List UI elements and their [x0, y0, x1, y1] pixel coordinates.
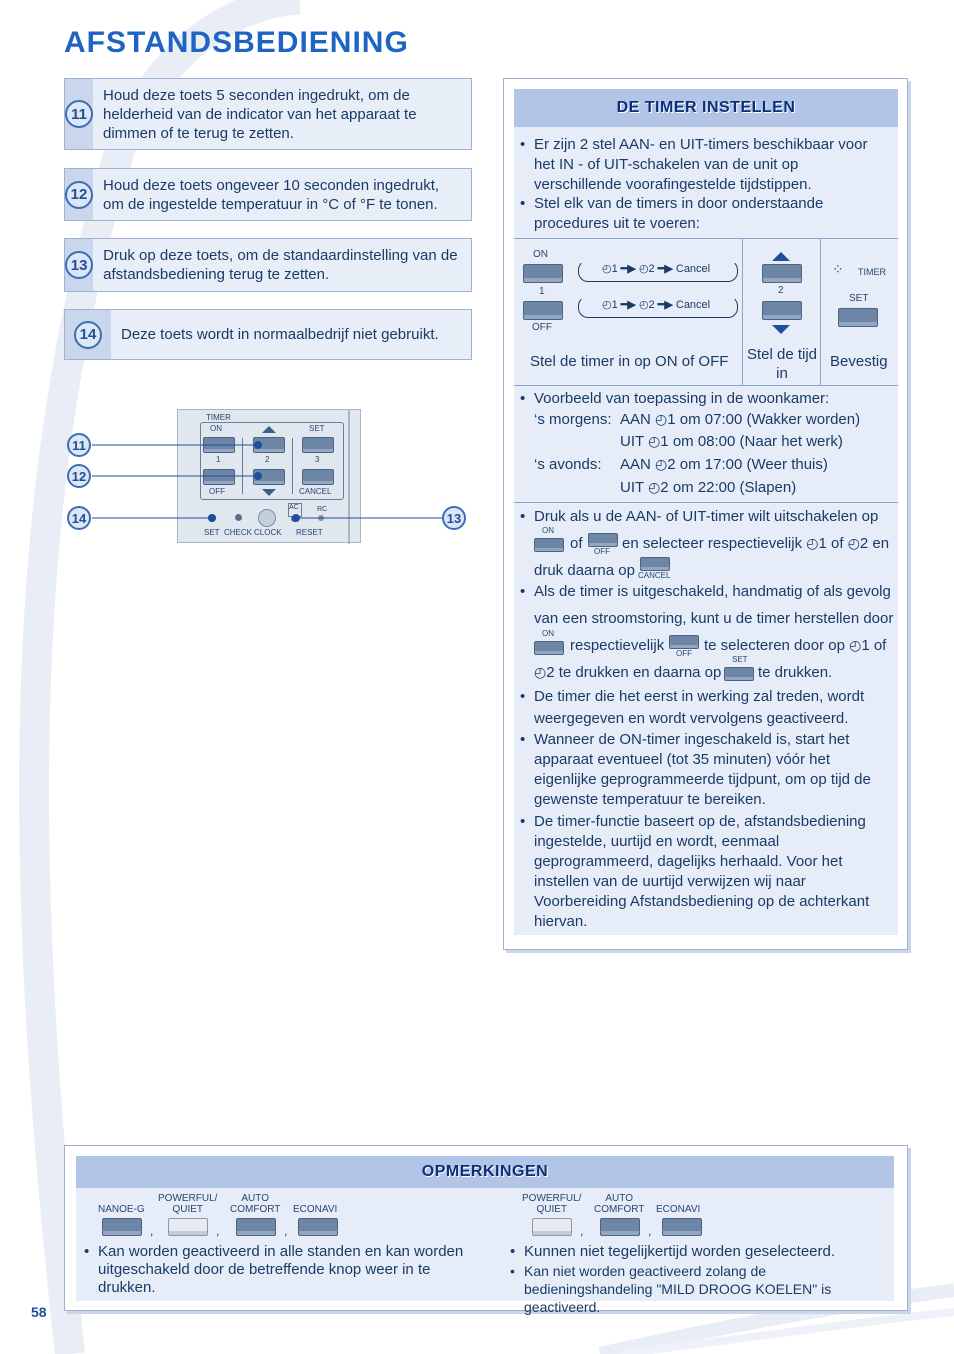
rc-pinhole-button[interactable]	[318, 515, 324, 521]
callout-11: 11	[67, 433, 91, 457]
page-number: 58	[31, 1304, 47, 1320]
arrow-up-icon	[772, 252, 790, 261]
restore-note-line5: ◴2 te drukken en daarna op	[534, 664, 722, 681]
clock-icon: ◴	[849, 637, 862, 653]
clock-icon: ◴	[648, 479, 661, 495]
page-title: AFSTANDSBEDIENING	[64, 26, 409, 59]
step-flow-off: ◴1 ━▶ ◴2 ━▶ Cancel	[602, 299, 711, 311]
notes-right-text-2: • Kan niet worden geactiveerd zolang de bedieningshandeling "MILD DROOG KOELEN" is geactiveerd.	[510, 1263, 832, 1315]
item-number-badge: 12	[65, 181, 93, 209]
cancel-note-line2: en selecteer respectievelijk ◴1 of ◴2 en	[622, 535, 890, 552]
timer-indicator-icon: ⁘	[832, 261, 844, 277]
restore-note-line3: respectievelijk	[570, 637, 665, 654]
remote-off-label: OFF	[209, 487, 225, 496]
step-off-button[interactable]	[523, 301, 563, 320]
remote-illustration	[177, 409, 361, 543]
notes-left-text: • Kan worden geactiveerd in alle standen en kan worden uitgeschakeld door de betreffende knop weer in te drukken.	[84, 1243, 464, 1296]
example-evening-off: UIT ◴2 om 22:00 (Slapen)	[620, 479, 797, 496]
clock-icon: ◴	[602, 299, 612, 311]
cancel-note-on-label: ON	[542, 526, 554, 535]
step-one-label: 1	[539, 286, 545, 297]
restore-note-set-label: SET	[732, 655, 748, 664]
item-14	[64, 309, 472, 360]
time-up-button[interactable]	[253, 437, 285, 453]
remote-ac-label: AC	[289, 504, 299, 511]
set-pinhole-button[interactable]	[208, 514, 216, 522]
callout-12: 12	[67, 464, 91, 488]
item-text: Houd deze toets ongeveer 10 seconden ingedrukt, om de ingestelde temperatuur in °C of °F te tonen.	[103, 176, 440, 213]
nanoe-g-label: NANOE-G	[98, 1204, 145, 1215]
step-down-button[interactable]	[762, 301, 802, 320]
example-evening-on: AAN ◴2 om 17:00 (Weer thuis)	[620, 456, 828, 473]
arrow-down-icon	[772, 325, 790, 334]
function-note: • De timer-functie baseert op de, afstandsbediening ingestelde, uurtijd en wordt, eenmaal geprogrammeerd, dagelijks herhaald. Voor het instellen van de uurtijd verwijzen wij naar Voorbereiding Afstandsbediening op de achterkant hiervan.	[520, 813, 870, 930]
check-pinhole-button[interactable]	[235, 514, 242, 521]
remote-timer-label: TIMER	[206, 413, 231, 422]
cancel-note-cancel-button[interactable]	[640, 557, 670, 571]
cancel-note-on-button[interactable]	[534, 538, 564, 552]
restore-note-on-label: ON	[542, 629, 554, 638]
econavi-button[interactable]	[298, 1218, 338, 1236]
notes-panel	[64, 1145, 908, 1315]
remote-set-small-label: SET	[204, 528, 220, 537]
example-morning-off: UIT ◴1 om 08:00 (Naar het werk)	[620, 433, 843, 450]
auto-comfort-label: AUTO COMFORT	[230, 1193, 281, 1215]
timer-intro-1: • Er zijn 2 stel AAN- en UIT-timers beschikbaar voor het IN - of UIT-schakelen van de unit op verschillende voorafingestelde tijdstippen.	[520, 136, 868, 193]
cancel-note-off-label: OFF	[594, 547, 610, 556]
remote-2-label: 2	[265, 455, 270, 464]
example-evening: ‘s avonds:	[534, 456, 602, 473]
econavi-label: ECONAVI	[656, 1204, 701, 1215]
clock-icon: ◴	[806, 535, 819, 551]
example-morning: ‘s morgens:	[534, 411, 612, 428]
clock-icon: ◴	[534, 664, 547, 680]
notes-heading: OPMERKINGEN	[76, 1156, 894, 1188]
step-caption-3: Bevestig	[830, 353, 888, 370]
step-two-label: 2	[778, 285, 784, 296]
callout-14: 14	[67, 506, 91, 530]
restore-note-on-button[interactable]	[534, 641, 564, 655]
clock-button[interactable]	[258, 509, 276, 527]
step-set-label: SET	[849, 293, 869, 304]
item-text: Deze toets wordt in normaalbedrijf niet gebruikt.	[121, 326, 439, 343]
remote-reset-label: RESET	[296, 528, 323, 537]
timer-steps-table	[514, 238, 898, 386]
powerful-quiet-label: POWERFUL/ QUIET	[522, 1193, 582, 1215]
restore-note-set-button[interactable]	[724, 667, 754, 681]
notes-right-text-1: • Kunnen niet tegelijkertijd worden geselecteerd.	[510, 1243, 836, 1260]
clock-icon: ◴	[602, 263, 612, 275]
comma: ,	[150, 1224, 154, 1238]
step-caption-1: Stel de timer in op ON of OFF	[530, 353, 729, 370]
step-off-label: OFF	[532, 322, 552, 333]
clock-icon: ◴	[655, 456, 668, 472]
comma: ,	[284, 1224, 288, 1238]
callout-13: 13	[442, 506, 466, 530]
cancel-note-cancel-label: CANCEL	[638, 571, 671, 580]
cancel-note-of: of	[570, 535, 583, 552]
auto-comfort-button[interactable]	[236, 1218, 276, 1236]
clock-icon: ◴	[638, 299, 649, 311]
remote-set-label: SET	[309, 424, 325, 433]
step-timer-label: TIMER	[858, 267, 886, 277]
restore-note-line6: te drukken.	[758, 664, 833, 681]
restore-note-line2: van een stroomstoring, kunt u de timer herstellen door	[534, 610, 894, 627]
item-text: Houd deze toets 5 seconden ingedrukt, om de helderheid van de indicator van het apparaat te dimmen of te terug te zetten.	[103, 86, 417, 142]
timer-cancel-button[interactable]	[302, 469, 334, 485]
example-morning-on: AAN ◴1 om 07:00 (Wakker worden)	[620, 411, 861, 428]
cancel-note-line3: druk daarna op	[534, 562, 635, 579]
step-up-button[interactable]	[762, 264, 802, 283]
time-down-button[interactable]	[253, 469, 285, 485]
powerful-quiet-label: POWERFUL/ QUIET	[158, 1193, 218, 1215]
timer-off-button[interactable]	[203, 469, 235, 485]
nanoe-g-button[interactable]	[102, 1218, 142, 1236]
item-number-badge: 14	[74, 321, 102, 349]
restore-note-line1: • Als de timer is uitgeschakeld, handmatig of als gevolg	[520, 583, 891, 600]
item-13	[64, 238, 472, 292]
econavi-button[interactable]	[662, 1218, 702, 1236]
econavi-label: ECONAVI	[293, 1204, 338, 1215]
timer-heading: DE TIMER INSTELLEN	[514, 89, 898, 127]
restore-note-off-button[interactable]	[669, 635, 699, 649]
clock-icon: ◴	[638, 263, 649, 275]
cancel-note-off-button[interactable]	[588, 533, 618, 547]
remote-1-label: 1	[216, 455, 221, 464]
step-flow-on: ◴1 ━▶ ◴2 ━▶ Cancel	[602, 263, 711, 275]
restore-note-line4: te selecteren door op ◴1 of	[704, 637, 887, 654]
restore-note-off-label: OFF	[676, 649, 692, 658]
ac-reset-pinhole-button[interactable]	[291, 515, 298, 522]
timer-set-button[interactable]	[302, 437, 334, 453]
example-title: • Voorbeeld van toepassing in de woonkamer:	[520, 390, 830, 407]
timer-on-button[interactable]	[203, 437, 235, 453]
step-on-label: ON	[533, 249, 548, 260]
powerful-quiet-button[interactable]	[168, 1218, 208, 1236]
item-number-badge: 11	[65, 100, 93, 128]
remote-on-label: ON	[210, 424, 222, 433]
item-number-badge: 13	[65, 251, 93, 279]
comma: ,	[580, 1224, 584, 1238]
item-text: Druk op deze toets, om de standaardinstelling van de afstandsbediening terug te zetten.	[103, 247, 458, 283]
clock-icon: ◴	[847, 535, 860, 551]
step-on-button[interactable]	[523, 264, 563, 283]
remote-3-label: 3	[315, 455, 320, 464]
item-12	[64, 168, 472, 221]
auto-comfort-label: AUTO COMFORT	[594, 1193, 645, 1215]
remote-cancel-label: CANCEL	[299, 487, 332, 496]
timer-panel	[503, 78, 908, 950]
first-note-line2: weergegeven en wordt vervolgens geactiveerd.	[534, 710, 849, 727]
cancel-note-line1: • Druk als u de AAN- of UIT-timer wilt uitschakelen op	[520, 508, 879, 525]
remote-rc-label: RC	[317, 506, 328, 513]
auto-comfort-button[interactable]	[600, 1218, 640, 1236]
comma: ,	[648, 1224, 652, 1238]
clock-icon: ◴	[655, 411, 668, 427]
comma: ,	[216, 1224, 220, 1238]
item-11	[64, 78, 472, 150]
remote-check-label: CHECK	[224, 528, 253, 537]
powerful-quiet-button[interactable]	[532, 1218, 572, 1236]
arrow-down-icon	[262, 489, 276, 496]
arrow-up-icon	[262, 426, 276, 433]
on-timer-note: • Wanneer de ON-timer ingeschakeld is, start het apparaat eventueel (tot 35 minuten) vóór het eigenlijke geprogrammeerde tijdpunt, om op tijd de gewenste temperatuur te bereiken.	[520, 731, 871, 808]
remote-clock-label: CLOCK	[254, 528, 282, 537]
step-set-button[interactable]	[838, 308, 878, 327]
step-caption-2: Stel de tijd in	[746, 346, 818, 382]
first-note-line1: • De timer die het eerst in werking zal treden, wordt	[520, 688, 865, 705]
timer-intro-2: • Stel elk van de timers in door onderstaande procedures uit te voeren:	[520, 195, 824, 232]
clock-icon: ◴	[648, 433, 661, 449]
